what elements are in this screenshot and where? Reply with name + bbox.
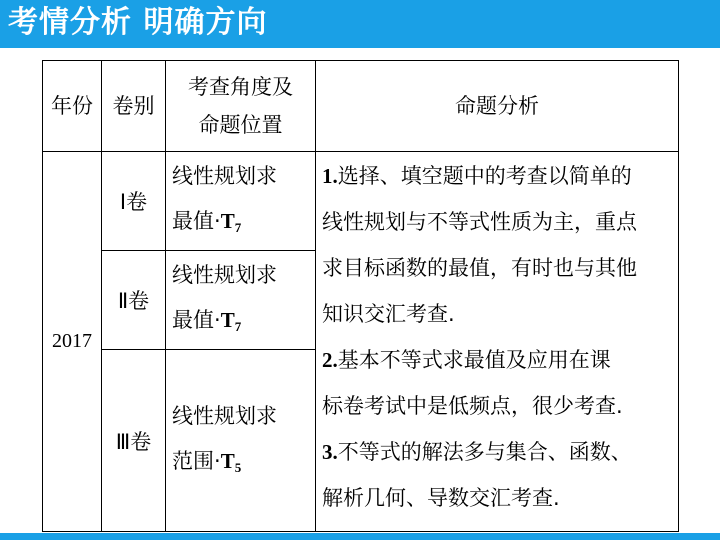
header-year: 年份	[43, 61, 102, 152]
analysis-item-2: 2.基本不等式求最值及应用在课 标卷考试中是低频点，很少考查.	[322, 348, 623, 418]
topic-line1: 线性规划求	[172, 403, 277, 428]
header-analysis: 命题分析	[316, 61, 679, 152]
analysis-num-2: 2.	[322, 348, 338, 372]
header-volume: 卷别	[102, 61, 166, 152]
header-topic	[166, 61, 316, 152]
title-bar	[0, 0, 720, 48]
topic-line2: 最值$\cdot T_7$	[172, 209, 242, 235]
analysis-num-3: 3.	[322, 440, 338, 464]
topic-line1: 线性规划求	[172, 263, 277, 287]
topic-line1: 线性规划求	[172, 164, 277, 188]
analysis-num-1: 1.	[322, 164, 338, 188]
year-cell: 2017	[43, 152, 102, 532]
analysis-item-3: 3.不等式的解法多与集合、函数、 解析几何、导数交汇考查.	[322, 440, 632, 510]
topic-cell	[166, 251, 316, 350]
header-topic-line1: 考查角度及	[188, 75, 293, 99]
topic-line2: 范围$\cdot T_5$	[172, 448, 242, 475]
exam-analysis-table	[42, 60, 679, 532]
analysis-cell	[316, 152, 679, 532]
table-header-row	[43, 61, 679, 152]
topic-cell	[166, 152, 316, 251]
topic-cell	[166, 350, 316, 532]
analysis-item-1: 1.选择、填空题中的考查以简单的 线性规划与不等式性质为主，重点 求目标函数的最值，有时也与其他 知识交汇考查.	[322, 164, 637, 326]
table-row	[43, 152, 679, 251]
volume-cell: Ⅲ卷	[102, 350, 166, 532]
topic-line2: 最值$\cdot T_7$	[172, 308, 242, 334]
volume-cell: Ⅱ卷	[102, 251, 166, 350]
bottom-bar	[0, 533, 720, 540]
volume-cell: Ⅰ卷	[102, 152, 166, 251]
page-title: 考情分析 明确方向	[8, 5, 268, 40]
header-topic-line2: 命题位置	[198, 113, 283, 137]
